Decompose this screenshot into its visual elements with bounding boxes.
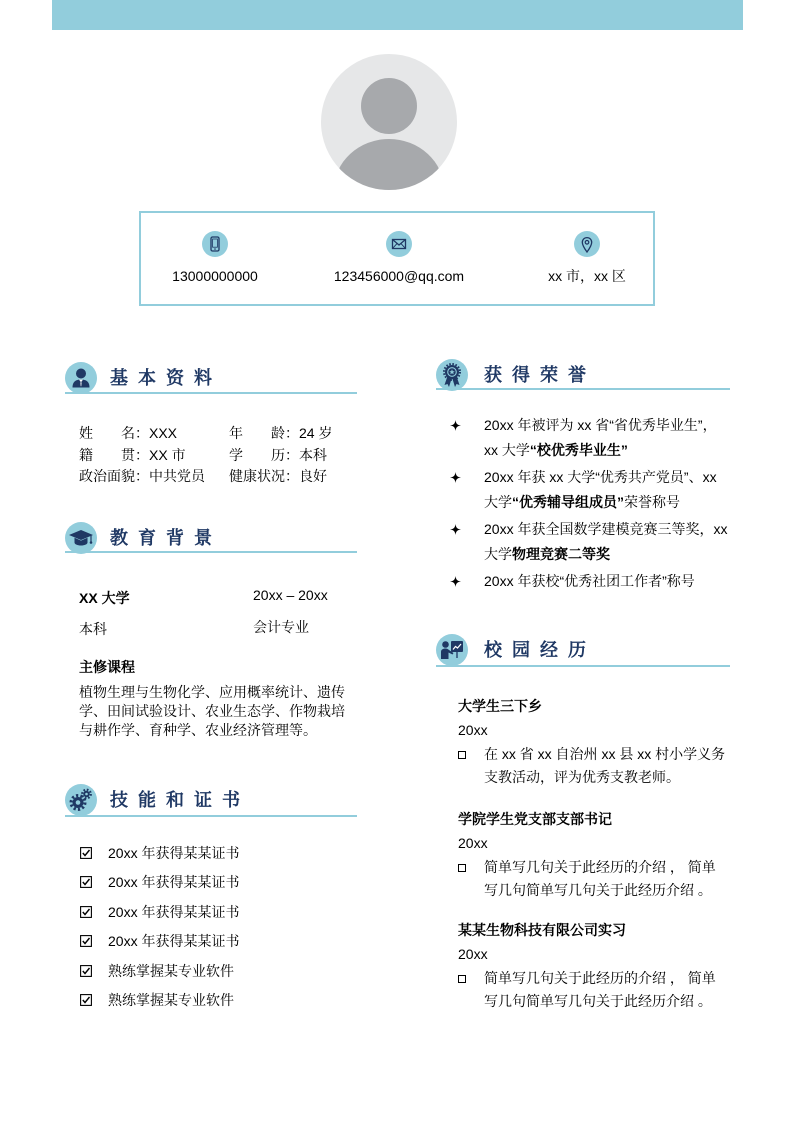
skill-item [79,961,359,990]
honor-highlight: 物理竞赛二等奖 [512,545,610,562]
skill-item [79,931,359,960]
info-label: 政治面貌： [79,468,149,484]
four-point-star-icon [450,472,461,483]
top-accent-bar [52,0,743,30]
honor-text: 20xx 年获全国数学建模竞赛三等奖，xx [484,521,728,537]
section-header-honors [436,359,730,393]
honor-text: 20xx 年获校“优秀社团工作者”称号 [484,573,695,589]
section-title: 基本资料 [110,368,222,388]
honor-line [484,542,738,567]
section-underline [436,388,730,390]
entry-description [458,743,738,790]
phone-number: 13000000000 [172,268,258,284]
section-header-skills [65,784,357,818]
section-header-basic-info [65,362,357,396]
honor-line [484,465,738,490]
graduation-cap-icon [65,522,97,554]
basic-info-table [79,423,379,488]
checkbox-checked-icon [80,876,92,888]
square-bullet-icon [458,751,466,759]
section-header-education [65,522,357,556]
info-education-level [229,445,379,467]
honor-text: 20xx 年被评为 xx 省“省优秀毕业生”， [484,417,717,433]
skill-text: 20xx 年获得某某证书 [108,845,240,861]
contact-phone [125,231,305,286]
courses-text: 植物生理与生物化学、应用概率统计、遗传学、田间试验设计、农业生态学、作物栽培与耕作学、育种学、农业经济管理等。 [79,684,345,738]
entry-description-line: 写几句简单写几句关于此经历介绍 。 [484,882,712,898]
checkbox-checked-icon [80,935,92,947]
honor-item [448,465,738,514]
address-text: xx 市，xx 区 [548,268,626,284]
campus-entry [458,918,738,1014]
medal-icon [436,359,468,391]
info-value: XXX [149,425,178,441]
courses-label: 主修课程 [79,659,135,675]
honor-line [484,517,738,542]
info-value: 良好 [299,468,327,484]
entry-date: 20xx [458,835,488,851]
entry-description-line: 简单写几句关于此经历的介绍 ， 简单 [484,858,716,875]
basic-info-row [79,466,379,488]
honor-item [448,413,738,462]
presentation-icon [436,634,468,666]
honor-item [448,517,738,566]
location-pin-icon [574,231,600,257]
school-name: XX 大学 [79,590,130,606]
info-hometown [79,445,229,467]
entry-title: 大学生三下乡 [458,698,542,714]
contact-email [309,231,489,286]
contact-address [497,231,677,286]
four-point-star-icon [450,576,461,587]
honor-text: 大学 [484,493,512,510]
gears-icon [65,784,97,816]
study-period: 20xx – 20xx [253,587,328,603]
skill-text: 20xx 年获得某某证书 [108,933,240,950]
skill-item [79,843,359,872]
square-bullet-icon [458,975,466,983]
checkbox-checked-icon [80,965,92,977]
honor-line [484,569,738,594]
basic-info-row [79,445,379,467]
section-underline [436,665,730,667]
honor-item [448,569,738,594]
section-underline [65,551,357,553]
checkbox-checked-icon [80,994,92,1006]
info-health [229,466,379,488]
entry-description [458,967,738,1014]
entry-description-line: 写几句简单写几句关于此经历介绍 。 [484,993,712,1009]
avatar-placeholder-icon [321,54,457,190]
person-icon [65,362,97,394]
honor-line [484,438,738,463]
section-header-campus [436,634,730,668]
honor-text: 20xx 年获 xx 大学“优秀共产党员”、xx [484,469,717,485]
envelope-icon [386,231,412,257]
info-label: 健康状况： [229,468,299,484]
checkbox-checked-icon [80,906,92,918]
honor-text: 荣誉称号 [624,493,680,510]
entry-date: 20xx [458,946,488,962]
skill-text: 熟练掌握某专业软件 [108,962,234,979]
skill-text: 熟练掌握某专业软件 [108,991,234,1008]
basic-info-row [79,423,379,445]
skill-item [79,990,359,1019]
entry-title: 学院学生党支部支部书记 [458,811,612,827]
honors-list [448,413,738,597]
entry-description-line: 支教活动，评为优秀支教老师。 [484,769,680,785]
section-underline [65,392,357,394]
honor-highlight: “优秀辅导组成员” [512,493,624,510]
skill-text: 20xx 年获得某某证书 [108,903,240,920]
four-point-star-icon [450,420,461,431]
entry-title: 某某生物科技有限公司实习 [458,922,626,938]
skills-list [79,843,359,1019]
skill-item [79,902,359,931]
info-value: 本科 [299,446,327,463]
honor-line [484,413,738,438]
skill-text: 20xx 年获得某某证书 [108,874,240,891]
entry-description-line: 简单写几句关于此经历的介绍 ， 简单 [484,969,716,986]
degree: 本科 [79,621,107,637]
info-political-status [79,466,229,488]
entry-date: 20xx [458,722,488,738]
info-label: 年 龄： [229,425,299,441]
honor-text: xx 大学 [484,441,530,458]
info-name [79,423,229,445]
info-label: 籍 贯： [79,446,149,463]
honor-highlight: “校优秀毕业生” [529,441,628,458]
major: 会计专业 [253,619,309,635]
skill-item [79,872,359,901]
section-underline [65,815,357,817]
entry-description [458,856,738,903]
info-label: 学 历： [229,446,299,463]
phone-icon [202,231,228,257]
entry-description-line: 在 xx 省 xx 自治州 xx 县 xx 村小学义务 [484,745,726,762]
square-bullet-icon [458,864,466,872]
campus-entry [458,694,738,790]
checkbox-checked-icon [80,847,92,859]
info-value: 24 岁 [299,425,333,441]
campus-entry [458,807,738,903]
honor-text: 大学 [484,545,512,562]
email-address: 123456000@qq.com [333,268,465,284]
section-title: 获得荣誉 [484,365,596,385]
section-title: 校园经历 [484,640,596,660]
section-title: 教育背景 [110,528,222,548]
info-age [229,423,379,445]
section-title: 技能和证书 [110,790,250,810]
info-label: 姓 名： [79,425,149,441]
info-value: 中共党员 [149,468,205,484]
four-point-star-icon [450,524,461,535]
honor-line [484,490,738,515]
info-value: XX 市 [149,446,186,463]
